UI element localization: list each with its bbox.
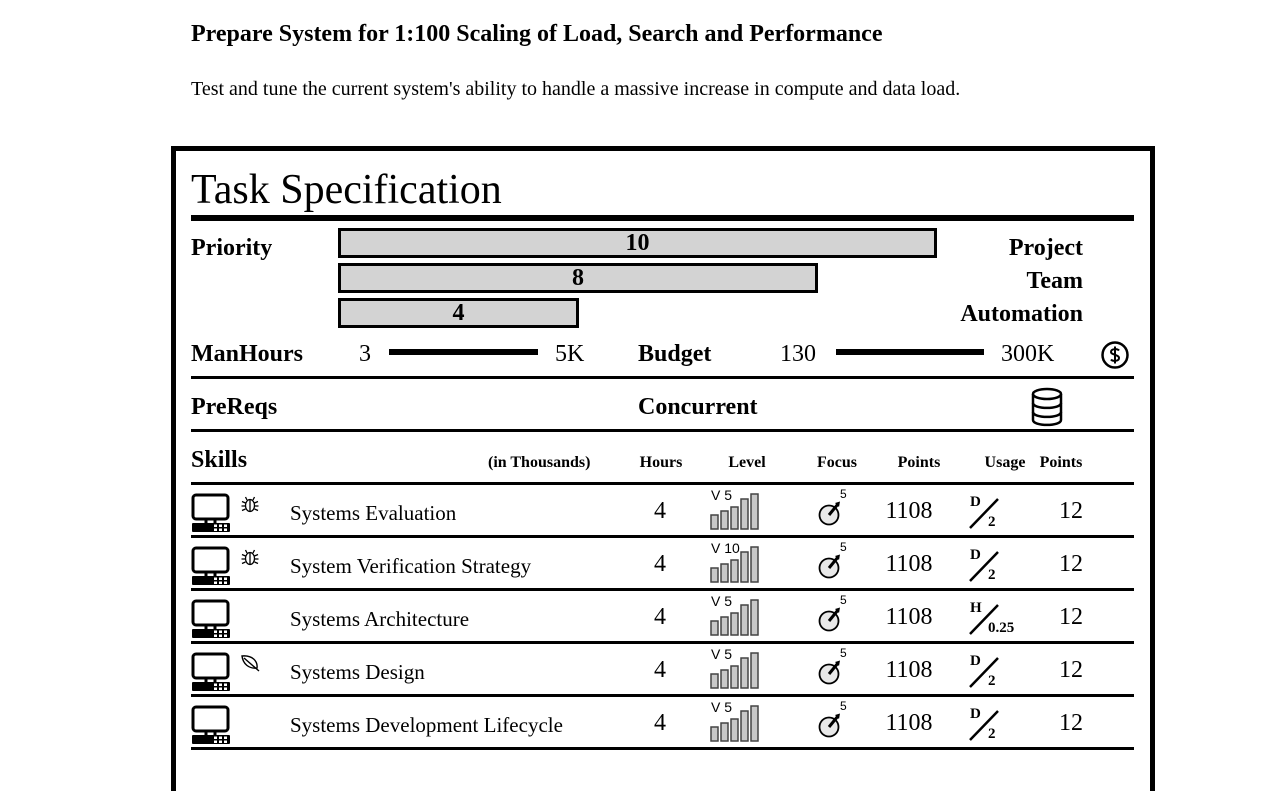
computer-icon xyxy=(191,705,231,745)
col-focus: Focus xyxy=(817,454,857,471)
skill-points: 1108 xyxy=(885,710,933,736)
col-points: Points xyxy=(897,454,941,471)
bug-icon xyxy=(240,494,260,514)
priority-label-project: Project xyxy=(1008,235,1083,261)
level-signal-icon xyxy=(710,652,770,690)
card-title: Task Specification xyxy=(191,167,502,213)
priority-label-team: Team xyxy=(1026,268,1083,294)
usage-points: 12 xyxy=(1059,657,1083,683)
focus-gauge-icon xyxy=(818,659,844,685)
skill-points: 1108 xyxy=(885,498,933,524)
usage-sub: 2 xyxy=(988,514,996,530)
computer-icon xyxy=(191,599,231,639)
skill-row xyxy=(191,591,1134,644)
skill-row xyxy=(191,697,1134,750)
skill-hours: 4 xyxy=(654,710,666,736)
focus-value: 5 xyxy=(840,646,847,660)
title-divider xyxy=(191,215,1134,221)
budget-label: Budget xyxy=(638,341,712,367)
manhours-max: 5K xyxy=(555,341,585,367)
budget-range-bar xyxy=(836,349,984,355)
leaf-icon xyxy=(240,653,260,673)
skill-level-value: V 5 xyxy=(711,487,733,503)
bug-icon xyxy=(240,547,260,567)
computer-icon xyxy=(191,493,231,533)
usage-sub: 2 xyxy=(988,673,996,689)
usage-points: 12 xyxy=(1059,710,1083,736)
skill-hours: 4 xyxy=(654,604,666,630)
focus-gauge-icon xyxy=(818,553,844,579)
focus-value: 5 xyxy=(840,487,847,501)
usage-points: 12 xyxy=(1059,498,1083,524)
skill-level-value: V 5 xyxy=(711,699,733,715)
computer-icon xyxy=(191,652,231,692)
skill-row xyxy=(191,644,1134,697)
skill-level-value: V 5 xyxy=(711,646,733,662)
level-signal-icon xyxy=(710,546,770,584)
priority-bar-team: 8 xyxy=(338,263,818,293)
focus-gauge-icon xyxy=(818,712,844,738)
thousands-note: (in Thousands) xyxy=(488,454,591,471)
page-description: Test and tune the current system's ability to handle a massive increase in compute and data load. xyxy=(191,78,961,100)
priority-label-automation: Automation xyxy=(960,301,1083,327)
usage-slash xyxy=(968,708,1002,742)
level-signal-icon xyxy=(710,599,770,637)
priority-bar-project: 10 xyxy=(338,228,937,258)
divider xyxy=(191,429,1134,432)
col-hours: Hours xyxy=(639,454,683,471)
manhours-range-bar xyxy=(389,349,538,355)
usage-slash xyxy=(968,655,1002,689)
skill-points: 1108 xyxy=(885,604,933,630)
usage-slash xyxy=(968,496,1002,530)
skill-hours: 4 xyxy=(654,657,666,683)
priority-label: Priority xyxy=(191,235,273,261)
computer-icon xyxy=(191,546,231,586)
skill-name: Systems Architecture xyxy=(290,607,470,631)
usage-slash xyxy=(968,549,1002,583)
skill-name: Systems Evaluation xyxy=(290,501,457,525)
database-icon xyxy=(1030,387,1064,427)
focus-value: 5 xyxy=(840,540,847,554)
focus-value: 5 xyxy=(840,593,847,607)
level-signal-icon xyxy=(710,705,770,743)
usage-points: 12 xyxy=(1059,604,1083,630)
manhours-min: 3 xyxy=(359,341,371,367)
skill-level-value: V 10 xyxy=(711,540,740,556)
usage-main: H xyxy=(970,600,982,616)
skill-row xyxy=(191,485,1134,538)
skill-hours: 4 xyxy=(654,498,666,524)
skill-points: 1108 xyxy=(885,657,933,683)
usage-points: 12 xyxy=(1059,551,1083,577)
usage-sub: 2 xyxy=(988,726,996,742)
usage-sub: 2 xyxy=(988,567,996,583)
col-level: Level xyxy=(728,454,766,471)
skill-level-value: V 5 xyxy=(711,593,733,609)
priority-bar-automation: 4 xyxy=(338,298,579,328)
usage-main: D xyxy=(970,547,981,563)
skill-row xyxy=(191,538,1134,591)
row-divider xyxy=(191,747,1134,750)
focus-gauge-icon xyxy=(818,606,844,632)
budget-min: 130 xyxy=(780,341,816,367)
level-signal-icon xyxy=(710,493,770,531)
divider xyxy=(191,376,1134,379)
skill-points: 1108 xyxy=(885,551,933,577)
col-usage-points: Points xyxy=(1039,454,1083,471)
prereqs-label: PreReqs xyxy=(191,394,278,420)
budget-max: 300K xyxy=(1001,341,1055,367)
usage-sub: 0.25 xyxy=(988,620,1015,636)
skills-label: Skills xyxy=(191,447,248,473)
page-title: Prepare System for 1:100 Scaling of Load, Search and Performance xyxy=(191,21,883,47)
col-usage: Usage xyxy=(984,454,1026,471)
usage-main: D xyxy=(970,706,981,722)
dollar-circle-icon xyxy=(1100,340,1130,370)
skill-hours: 4 xyxy=(654,551,666,577)
focus-gauge-icon xyxy=(818,500,844,526)
usage-main: D xyxy=(970,494,981,510)
skill-name: Systems Design xyxy=(290,660,425,684)
concurrent-label: Concurrent xyxy=(638,394,758,420)
usage-main: D xyxy=(970,653,981,669)
skill-name: Systems Development Lifecycle xyxy=(290,713,563,737)
skill-name: System Verification Strategy xyxy=(290,554,532,578)
manhours-label: ManHours xyxy=(191,341,304,367)
focus-value: 5 xyxy=(840,699,847,713)
